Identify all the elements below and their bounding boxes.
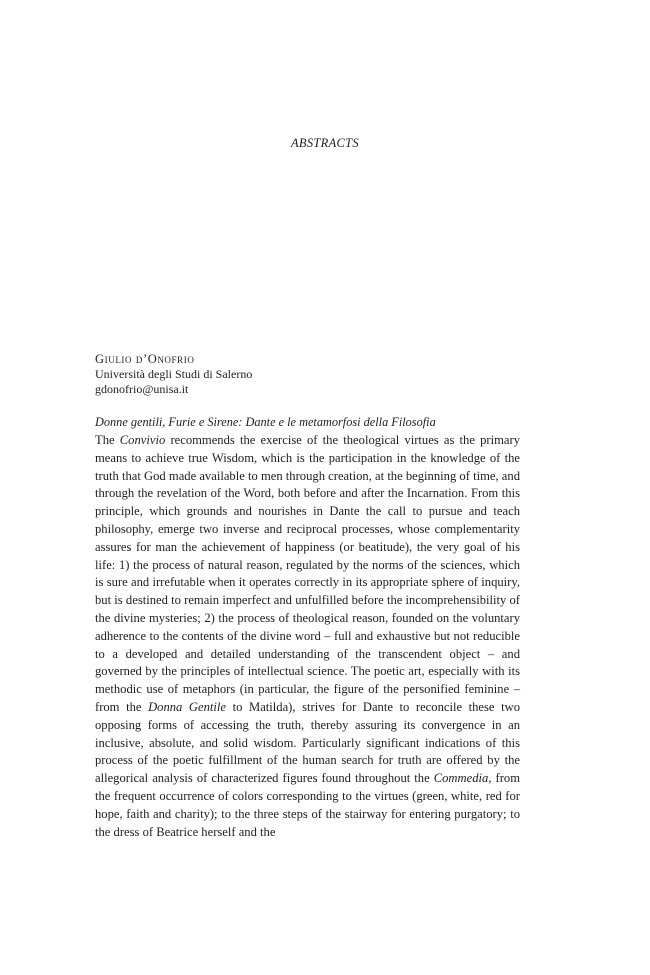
abstract-title: Donne gentili, Furie e Sirene: Dante e le metamorfosi della Filosofia — [95, 415, 436, 429]
page-heading: ABSTRACTS — [291, 136, 359, 150]
author-email: gdonofrio@unisa.it — [95, 382, 189, 396]
abstract-text-segment: , from the frequent occurrence of colors corresponding to the virtues (green, white, red for hope, faith and charity); to the three steps of the stairway for entering purgatory; to the dress of Beatrice herself and the — [95, 771, 520, 839]
author-affiliation: Università degli Studi di Salerno — [95, 367, 253, 381]
abstract-text-segment: recommends the exercise of the theological virtues as the primary means to achieve true Wisdom, which is the participation in the knowledge of the truth that God made available to men through creation, at the beginning of time, and through the revelation of the Word, both before and after the Incarnation. From this principle, which grounds and nourishes in Dante the call to pursue and teach philosophy, emerge two inverse and reciprocal processes, whose complementarity assures for man the achievement of happiness (or beatitude), the very goal of his life: 1) the process of natural reason, regulated by the norms of the sciences, which is sure and irrefutable when it operates correctly in its appropriate sphere of inquiry, but is destined to remain imperfect and unfulfilled before the incomprehensibility of the divine mysteries; 2) the process of theological reason, founded on the voluntary adherence to the contents of the divine word – full and exhaustive but not reducible to a developed and detailed understanding of the transcendent object – and governed by the principles of intellectual science. The poetic art, especially with its methodic use of metaphors (in particular, the figure of the personified feminine – from the — [95, 433, 521, 714]
author-name: Giulio d’Onofrio — [95, 352, 195, 366]
abstract-work-title: Convivio — [119, 433, 166, 447]
abstract-figure-name: Donna Gentile — [148, 699, 227, 714]
author-block — [95, 351, 520, 397]
abstract-text-segment: to Matilda), strives for Dante to reconcile these two opposing forms of accessing the truth, thereby assuring its convergence in an inclusive, absolute, and solid wisdom. Particularly significant indications of this process of the poetic fulfillment of the human search for truth are offered by the allegorical analysis of characterized figures found throughout the — [95, 699, 520, 786]
abstract-text-segment: The — [95, 433, 120, 447]
abstract-work-title: Commedia — [433, 771, 489, 786]
abstract-body — [95, 432, 520, 841]
